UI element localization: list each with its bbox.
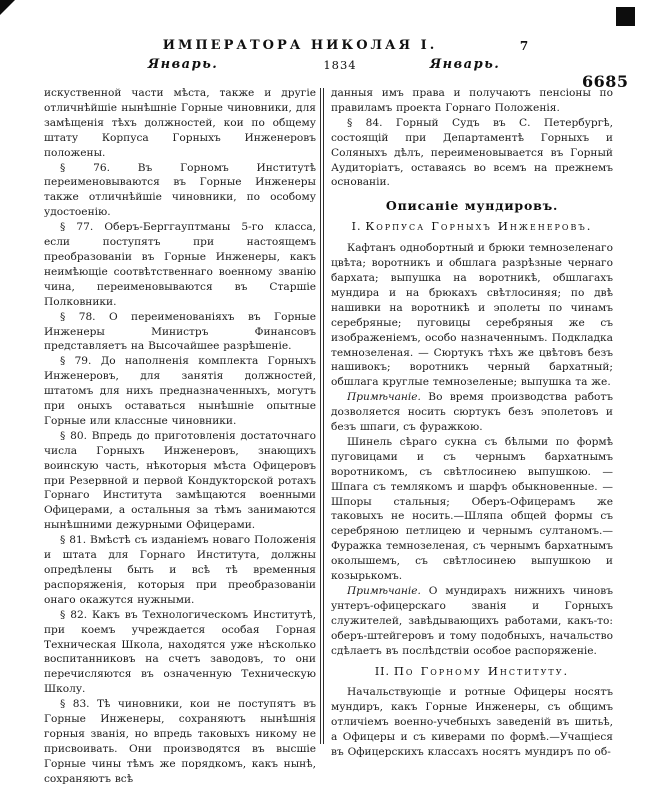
running-head-year: 1834 xyxy=(323,58,357,72)
paragraph: § 77. Оберъ-Берггауптманы 5-го класса, если поступятъ при настоящемъ преобразованіи въ Горные Инженеры, какъ неимѣющіе соотвѣтственнаго военному званію чина, переименовываются въ Старшіе Полковники. xyxy=(44,221,316,308)
scan-corner-mark-top-left xyxy=(0,0,15,15)
paragraph: Начальствующіе и ротные Офицеры носятъ мундиръ, какъ Горные Инженеры, съ общимъ отличіемъ военно-учебныхъ заведеній въ шитьѣ, а Офицеры и съ киверами по формѣ.—Учащіеся въ Офицерскихъ классахъ носятъ мундиръ по об- xyxy=(331,686,613,759)
subheading-numeral: II. xyxy=(374,664,390,678)
running-head-month-right: Январь. xyxy=(429,57,501,72)
paragraph: § 84. Горный Судъ въ С. Петербургѣ, состоящій при Департаментѣ Горныхъ и Соляныхъ дѣлъ, переименовывается въ Горный Аудиторіатъ, оставаясь во всемъ на прежнемъ основаніи. xyxy=(331,116,613,189)
subheading-numeral: I. xyxy=(351,220,362,234)
note-lead-word: Примѣчаніе. xyxy=(347,391,421,404)
paragraph: § 79. До наполненія комплекта Горныхъ Инженеровъ, для занятія должностей, штатомъ для нихъ предназначенныхъ, могутъ при оныхъ оставаться нынѣшніе опытные Горные или классные чиновники. xyxy=(44,355,316,427)
paragraph: § 80. Впредь до приготовленія достаточнаго числа Горныхъ Инженеровъ, знающихъ воинскую часть, нѣкоторыя мѣста Офицеровъ при Резервной и первой Кондукторской ротахъ Горнаго Института замѣщаются военными Офицерами, а остальныя за тѣмъ занимаются нынѣшними дежурными Офицерами. xyxy=(44,429,316,532)
note-paragraph: Примѣчаніе. Во время производства работъ дозволяется носить сюртукъ безъ эполетовъ и безъ шпаги, съ фуражкою. xyxy=(331,391,613,434)
paragraph: § 81. Вмѣстѣ съ изданіемъ новаго Положенія и штата для Горнаго Института, должны опредѣлены быть и всѣ тѣ временныя распоряженія, которыя при преобразованіи онаго окажутся нужными. xyxy=(44,534,316,606)
subheading-label: По Горному Институту. xyxy=(393,663,570,678)
note-paragraph: Примѣчаніе. О мундирахъ нижнихъ чиновъ унтеръ-офицерскаго званія и Горныхъ служителей, завѣдывающихъ работами, какъ-то: оберъ-штейгеровъ и тому подобныхъ, начальство сдѣлаетъ въ послѣдствіи особое распоряженіе. xyxy=(331,585,613,657)
subheading-label: Корпуса Горныхъ Инженеровъ. xyxy=(365,219,593,234)
column-divider-rule xyxy=(320,88,324,744)
scan-corner-mark-top-right xyxy=(616,7,635,26)
paragraph: § 83. Тѣ чиновники, кои не поступятъ въ Горные Инженеры, сохраняютъ нынѣшнія горныя званія, но впредь таковыхъ никому не присвоивать. Они производятся въ высшіе Горные чины тѣмъ же порядкомъ, какъ нынѣ, сохраняютъ всѣ xyxy=(44,698,316,785)
note-lead-word: Примѣчаніе. xyxy=(347,585,421,597)
paragraph: искуственной части мѣста, также и другіе отличнѣйшіе нынѣшніе Горные чиновники, для замѣщенія тѣхъ должностей, кои по общему штату Корпуса Горныхъ Инженеровъ положены. xyxy=(44,87,316,159)
paragraph: § 76. Въ Горномъ Институтѣ переименовываются въ Горные Инженеры также отличнѣйшіе чиновники, по особому удостоенію. xyxy=(44,161,316,219)
act-margin-number: 6685 xyxy=(582,72,629,91)
running-head-month-left: Январь. xyxy=(147,57,219,72)
paragraph: § 82. Какъ въ Технологическомъ Институтѣ, при коемъ учреждается особая Горная Техническая Школа, находятся уже нѣсколько воспитанниковъ на счетъ заводовъ, то они перечисляются въ означенную Техническую Школу. xyxy=(44,608,316,696)
sub-heading xyxy=(331,664,613,680)
page-number: 7 xyxy=(519,39,529,53)
text-column-right xyxy=(331,86,613,760)
paragraph: Кафтанъ однобортный и брюки темнозеленаго цвѣта; воротникъ и обшлага разрѣзные чернаго бархата; выпушка на воротникѣ, обшлагахъ мундира и на брюкахъ свѣтлосиняя; по двѣ нашивки на воротникѣ и эполеты по чинамъ серебряные; пуговицы серебряныя же съ изображеніемъ, особо назначеннымъ. Подкладка темнозеленая. — Сюртукъ тѣхъ же цвѣтовъ безъ нашивокъ; воротникъ черный бархатный; обшлага круглые темнозеленые; выпушка та же. xyxy=(331,242,613,389)
sub-heading xyxy=(331,219,613,235)
paragraph: данныя имъ права и получаютъ пенсіоны по правиламъ проекта Горнаго Положенія. xyxy=(331,87,613,114)
running-head-title: ИМПЕРАТОРА НИКОЛАЯ I. xyxy=(162,38,438,53)
section-heading: Описаніе мундировъ. xyxy=(385,198,559,214)
paragraph: § 78. О переименованіяхъ въ Горные Инженеры Министръ Финансовъ представляетъ на Высочайшее разрѣшеніе. xyxy=(44,310,316,353)
text-column-left xyxy=(44,86,316,787)
paragraph: Шинель сѣраго сукна съ бѣлыми по формѣ пуговицами и съ чернымъ бархатнымъ воротникомъ, съ свѣтлосинею выпушкою. — Шпага съ темлякомъ и шарфъ обыкновенные. — Шпоры стальныя; Оберъ-Офицерамъ же таковыхъ не носить.—Шляпа общей формы съ серебряною петлицею и чернымъ султаномъ.—Фуражка темнозеленая, съ чернымъ бархатнымъ околышемъ, съ свѣтлосинею выпушкою и козырькомъ. xyxy=(331,435,613,583)
